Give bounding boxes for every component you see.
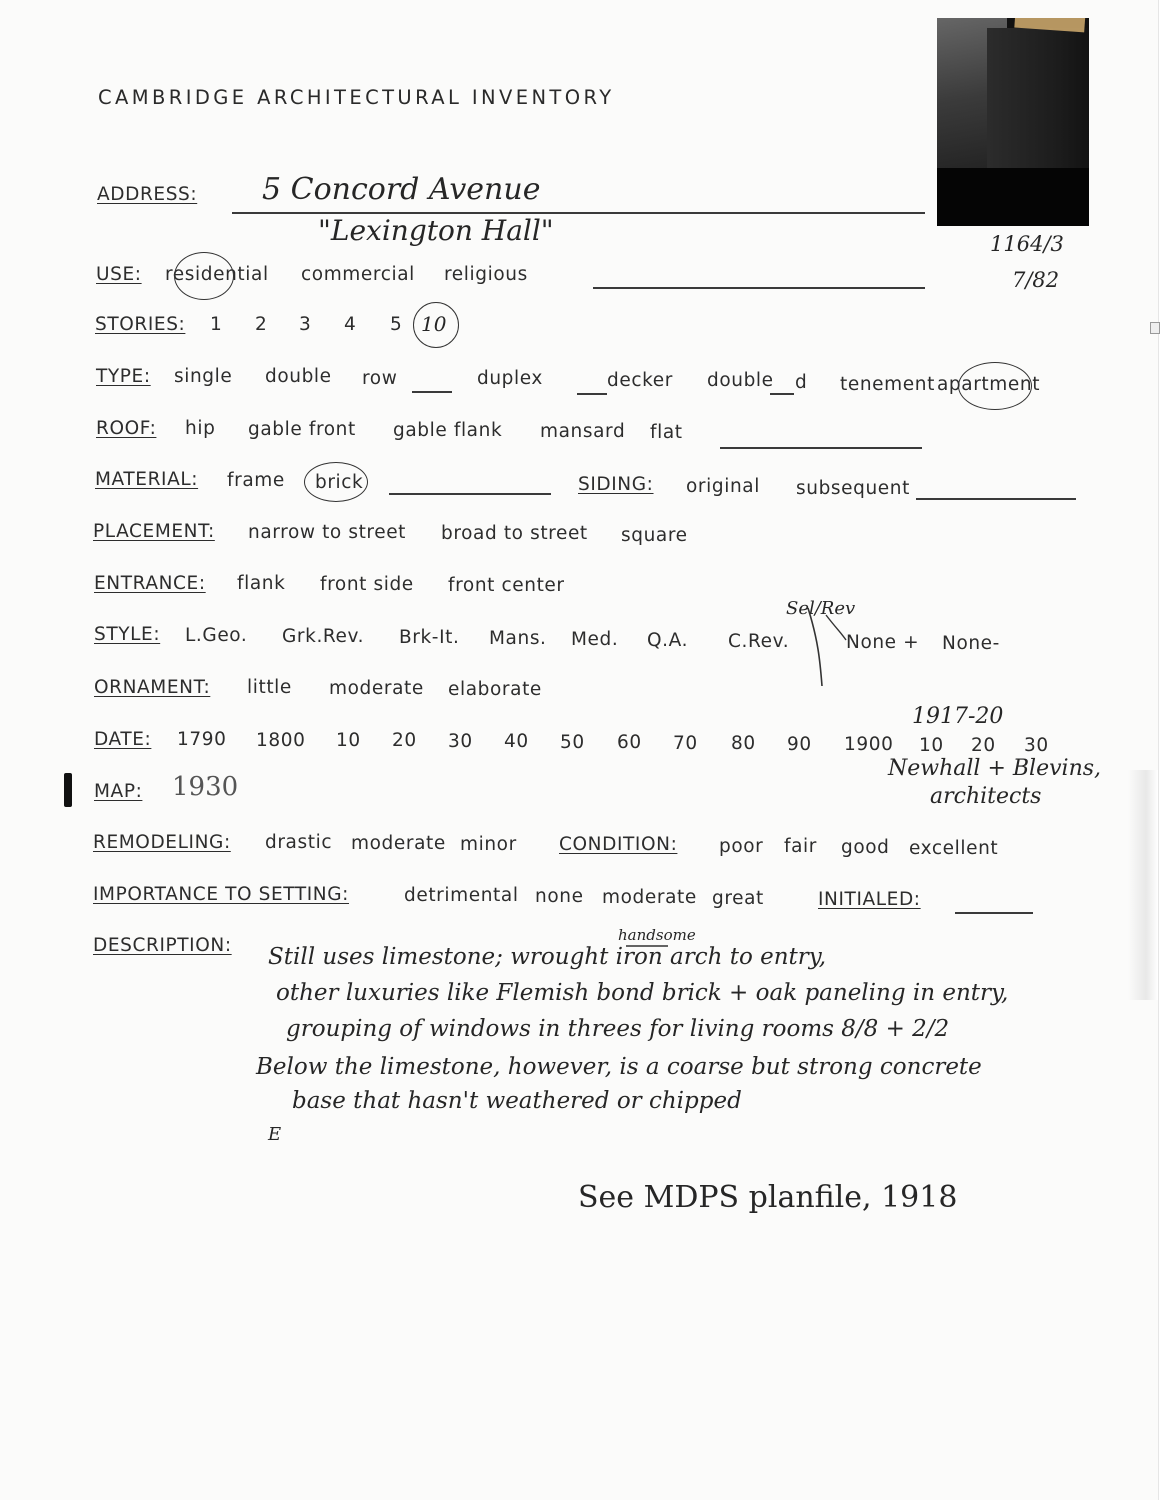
date-option-1790: 1790 [177,729,227,750]
type-option-double: double [265,366,332,387]
placement-option-narrow: narrow to street [248,522,407,543]
date-option-40: 40 [504,731,529,752]
roof-option-flat: flat [650,422,683,443]
date-option-60: 60 [617,732,642,753]
material-option-frame: frame [227,470,285,491]
roof-option-gable-flank: gable flank [393,420,503,441]
style-option-mans: Mans. [489,628,547,649]
siding-label: SIDING: [578,474,654,495]
footer-note: See MDPS planfile, 1918 [578,1180,958,1215]
ornament-option-little: little [247,677,292,698]
stories-option-4: 4 [344,314,357,335]
date-option-1920: 20 [971,735,996,756]
type-option-d: d [795,372,808,393]
style-option-lgeo: L.Geo. [185,625,248,646]
date-option-10: 10 [336,730,361,751]
stories-option-1: 1 [210,314,223,335]
importance-option-none: none [535,886,584,907]
date-option-80: 80 [731,733,756,754]
stories-option-2: 2 [255,314,268,335]
description-line-3: grouping of windows in threes for living rooms 8/8 + 2/2 [286,1016,950,1042]
description-insert: handsome [618,926,696,944]
entrance-option-front-side: front side [320,574,414,595]
date-option-1900: 1900 [844,734,894,755]
remodeling-label: REMODELING: [93,832,231,853]
remodeling-option-minor: minor [460,834,517,855]
date-option-1910: 10 [919,735,944,756]
use-option-commercial: commercial [301,264,415,285]
roof-label: ROOF: [96,418,157,439]
remodeling-option-drastic: drastic [265,832,333,853]
placement-option-square: square [621,525,688,546]
building-name: "Lexington Hall" [318,214,554,247]
stories-label: STORIES: [95,314,186,335]
roof-option-gable-front: gable front [248,419,356,440]
torn-edge [1128,770,1158,1000]
style-handwritten: Sel/Rev [786,598,856,619]
description-line-1: Still uses limestone; wrought iron arch to entry, [268,944,827,970]
material-label: MATERIAL: [95,469,199,490]
edge-tab [1150,322,1160,334]
style-option-qa: Q.A. [647,630,689,651]
type-option-row: row [362,368,398,389]
date-option-30: 30 [448,731,473,752]
ornament-option-moderate: moderate [329,678,424,699]
use-option-religious: religious [444,264,528,285]
placement-option-broad: broad to street [441,523,588,544]
date-label: DATE: [94,729,152,750]
description-line-5: base that hasn't weathered or chipped [292,1088,742,1114]
entrance-option-front-center: front center [448,575,565,596]
siding-option-subsequent: subsequent [796,478,910,499]
stories-written: 10 [421,312,447,336]
description-label: DESCRIPTION: [93,935,232,956]
stories-option-3: 3 [299,314,312,335]
condition-option-poor: poor [719,836,764,857]
roof-option-mansard: mansard [540,421,626,442]
style-option-brkit: Brk-It. [399,627,460,648]
importance-label: IMPORTANCE TO SETTING: [93,884,350,905]
architects-line2: architects [930,784,1042,809]
remodeling-option-moderate: moderate [351,833,446,854]
type-option-double-d: double [707,370,774,391]
address-value: 5 Concord Avenue [262,172,541,207]
type-label: TYPE: [96,366,151,387]
description-line-4: Below the limestone, however, is a coarse but strong concrete [256,1054,982,1080]
stories-option-5: 5 [390,314,403,335]
type-option-apartment: apartment [937,374,1041,395]
siding-option-original: original [686,476,760,497]
style-option-grkrev: Grk.Rev. [282,626,365,647]
map-value: 1930 [172,772,239,802]
style-label: STYLE: [94,624,161,645]
material-option-brick: brick [315,472,364,493]
date-handwritten: 1917-20 [912,704,1004,729]
form-title: CAMBRIDGE ARCHITECTURAL INVENTORY [98,86,615,109]
date-option-20: 20 [392,730,417,751]
date-option-1930: 30 [1024,735,1049,756]
description-line-6: E [268,1124,282,1145]
entrance-label: ENTRANCE: [94,573,206,594]
importance-option-moderate: moderate [602,887,697,908]
style-option-none-plus: None + [846,632,920,653]
importance-option-great: great [712,888,764,909]
style-option-med: Med. [571,629,619,650]
date-option-50: 50 [560,732,585,753]
initialed-label: INITIALED: [818,889,921,910]
roof-option-hip: hip [185,418,216,439]
style-option-crev: C.Rev. [728,631,790,652]
type-option-decker: decker [607,370,673,391]
use-option-residential: residential [165,264,269,285]
placement-label: PLACEMENT: [93,521,215,542]
map-label: MAP: [94,781,143,802]
type-option-duplex: duplex [477,368,543,389]
type-option-single: single [174,366,233,387]
condition-option-fair: fair [784,836,817,857]
architects-line1: Newhall + Blevins, [888,756,1102,781]
entrance-option-flank: flank [237,573,286,594]
photo-code: 1164/3 [990,232,1064,256]
ornament-option-elaborate: elaborate [448,679,542,700]
date-option-1800: 1800 [256,730,306,751]
address-label: ADDRESS: [97,184,198,205]
condition-option-good: good [841,837,890,858]
ornament-label: ORNAMENT: [94,677,211,698]
use-label: USE: [96,264,142,285]
photo-date: 7/82 [1012,268,1060,292]
date-option-70: 70 [673,733,698,754]
description-line-2: other luxuries like Flemish bond brick + oak paneling in entry, [276,980,1009,1006]
style-option-none-minus: None- [942,633,1000,654]
condition-option-excellent: excellent [909,838,999,859]
type-option-tenement: tenement [840,374,935,395]
date-option-90: 90 [787,734,812,755]
condition-label: CONDITION: [559,834,678,855]
importance-option-detrimental: detrimental [404,885,519,906]
